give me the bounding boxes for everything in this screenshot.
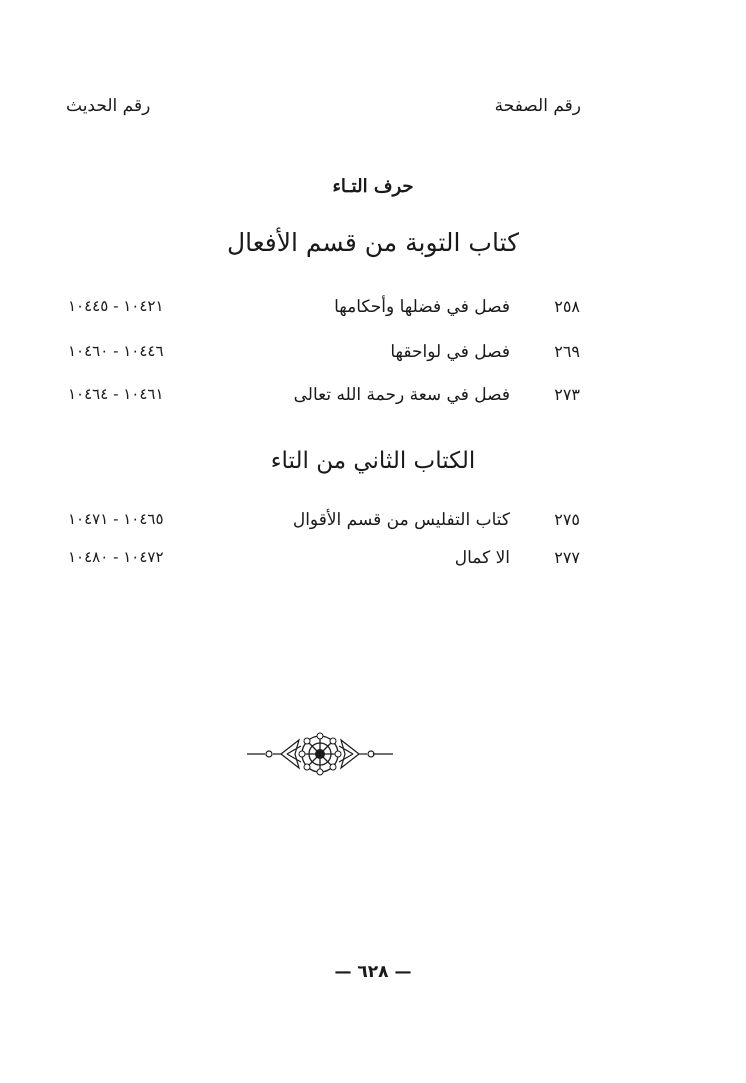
page-footer-number: — ٦٢٨ — [334,962,412,982]
hadith-range: ١٠٤٢١ - ١٠٤٤٥ [68,297,164,315]
list-item [0,510,746,536]
page-number: ٢٥٨ [554,297,580,316]
section-title: كتاب التوبة من قسم الأفعال [226,228,520,257]
page-number: ٢٧٧ [554,548,580,567]
chapter-title: فصل في سعة رحمة الله تعالى [293,385,510,405]
list-item [0,342,746,368]
hadith-range: ١٠٤٤٦ - ١٠٤٦٠ [68,342,164,360]
list-item [0,297,746,323]
page-number-column-label: رقم الصفحة [494,96,581,116]
decorative-ornament-icon [245,728,395,780]
list-item [0,548,746,574]
section-title: الكتاب الثاني من التاء [270,448,476,474]
page-number: ٢٧٥ [554,510,580,529]
page-number: ٢٧٣ [554,385,580,404]
hadith-range: ١٠٤٦٥ - ١٠٤٧١ [68,510,164,528]
chapter-title: كتاب التفليس من قسم الأقوال [292,510,510,530]
chapter-title: الا كمال [454,548,510,568]
page-number: ٢٦٩ [554,342,580,361]
chapter-title: فصل في لواحقها [390,342,510,362]
chapter-title: فصل في فضلها وأحكامها [334,297,510,317]
hadith-range: ١٠٤٧٢ - ١٠٤٨٠ [68,548,164,566]
list-item [0,385,746,411]
hadith-range: ١٠٤٦١ - ١٠٤٦٤ [68,385,164,403]
letter-heading: حرف التـاء [332,176,414,197]
hadith-number-column-label: رقم الحديث [66,96,151,116]
